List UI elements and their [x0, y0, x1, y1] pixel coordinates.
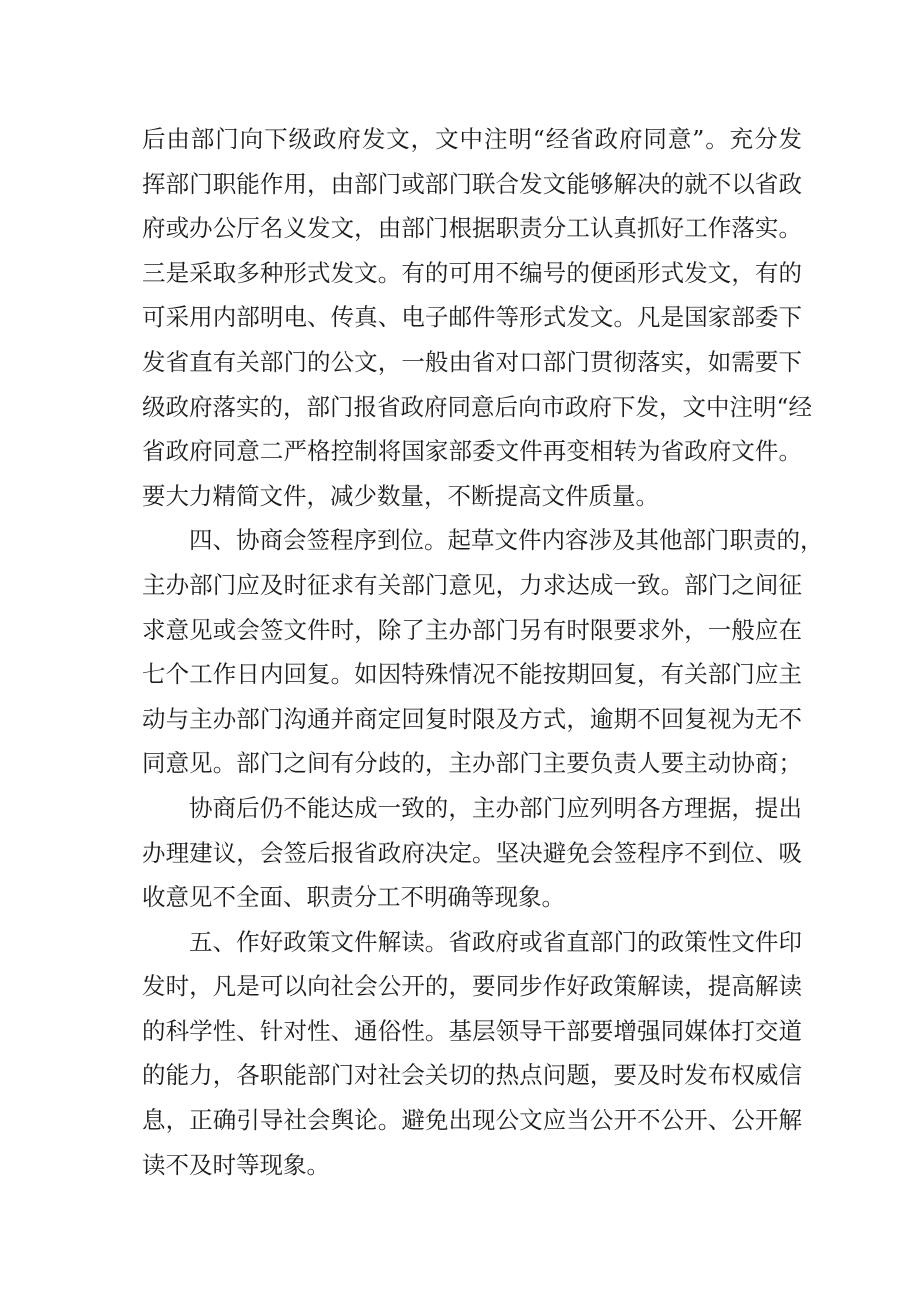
- text-line: 发时，凡是可以向社会公开的，要同步作好政策解读，提高解读: [142, 972, 802, 1001]
- text-line: 发省直有关部门的公文，一般由省对口部门贯彻落实，如需要下: [142, 347, 802, 376]
- text-line: 级政府落实的，部门报省政府同意后向市政府下发，文中注明“经: [142, 392, 813, 421]
- text-line: 办理建议，会签后报省政府决定。坚决避免会签程序不到位、吸: [142, 838, 802, 867]
- text-line: 三是采取多种形式发文。有的可用不编号的便函形式发文，有的: [142, 258, 802, 287]
- text-line: 后由部门向下级政府发文，文中注明“经省政府同意”。充分发: [142, 125, 802, 153]
- text-line: 读不及时等现象。: [142, 1150, 330, 1179]
- text-line: 七个工作日内回复。如因特殊情况不能按期回复，有关部门应主: [142, 660, 802, 689]
- paragraph-first-line: 四、协商会签程序到位。起草文件内容涉及其他部门职责的，: [189, 526, 824, 555]
- text-line: 息，正确引导社会舆论。避免出现公文应当公开不公开、公开解: [142, 1106, 802, 1135]
- text-line: 主办部门应及时征求有关部门意见，力求达成一致。部门之间征: [142, 570, 802, 599]
- body-text: [142, 117, 824, 1187]
- text-line: 可采用内部明电、传真、电子邮件等形式发文。凡是国家部委下: [142, 303, 802, 332]
- text-line: 的科学性、针对性、通俗性。基层领导干部要增强同媒体打交道: [142, 1016, 802, 1045]
- text-line: 动与主办部门沟通并商定回复时限及方式，逾期不回复视为无不: [142, 704, 802, 733]
- text-line: 同意见。部门之间有分歧的，主办部门主要负责人要主动协商；: [142, 749, 802, 778]
- paragraph-first-line: 五、作好政策文件解读。省政府或省直部门的政策性文件印: [189, 927, 802, 956]
- text-line: 求意见或会签文件时，除了主办部门另有时限要求外，一般应在: [142, 615, 802, 644]
- text-line: 收意见不全面、职责分工不明确等现象。: [142, 883, 565, 912]
- text-line: 挥部门职能作用，由部门或部门联合发文能够解决的就不以省政: [142, 169, 802, 198]
- text-line: 的能力，各职能部门对社会关切的热点问题，要及时发布权威信: [142, 1061, 802, 1090]
- text-line: 要大力精简文件，减少数量，不断提高文件质量。: [142, 481, 659, 510]
- text-line: 府或办公厅名义发文，由部门根据职责分工认真抓好工作落实。: [142, 214, 802, 243]
- paragraph-first-line: 协商后仍不能达成一致的，主办部门应列明各方理据，提出: [189, 793, 802, 822]
- text-line: 省政府同意二严格控制将国家部委文件再变相转为省政府文件。: [142, 437, 802, 466]
